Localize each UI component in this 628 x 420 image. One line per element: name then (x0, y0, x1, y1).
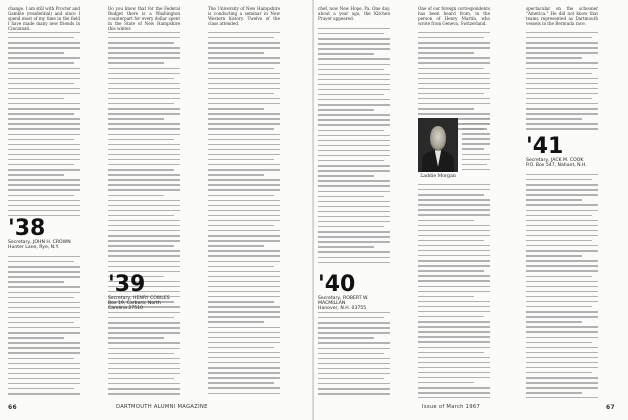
body-text (208, 32, 280, 398)
body-text (418, 184, 490, 398)
body-text (108, 32, 180, 311)
text-column-6 (526, 6, 598, 398)
body-text (526, 32, 598, 134)
body-text (318, 312, 390, 398)
photo-caption: Laddie Morgan (420, 174, 456, 179)
column-lead-text: chef, now New Hope, Pa. One day, about a year ago, the Kitchen Prayer appeared. (318, 6, 390, 22)
text-column-1 (8, 6, 80, 398)
text-column-4 (318, 6, 390, 398)
body-text (108, 312, 180, 398)
page-number: 66 (8, 404, 17, 411)
text-column-5 (418, 6, 490, 398)
magazine-footer: DARTMOUTH ALUMNI MAGAZINE (116, 404, 208, 410)
class-heading-38: '38 Secretary, JOHN H. CROWN Hunter Lane, Rye, N.Y. (8, 216, 71, 251)
body-text (526, 174, 598, 398)
class-heading-39: '39 Secretary, HENRY COWLES Box 19, Carboro, North Carolina 27510 (108, 272, 170, 312)
column-lead-text: Do you know that for the Federal Budget there is a Washington counterpart for every dollar spent in the State of New Hampshire this winter. (108, 6, 180, 32)
text-column-2 (108, 6, 180, 398)
column-lead-text: One of our foreign correspondents has been heard from, in the person of Henry Martin, who wrote from Geneva, Switzerland. (418, 6, 490, 27)
issue-footer: Issue of March 1967 (422, 404, 481, 410)
page-number: 67 (606, 404, 615, 411)
body-text (318, 28, 390, 267)
text-column-3 (208, 6, 280, 398)
column-lead-text: change. I am still with Procter and Gamble (residential) and since I spend most of my time in the field I have made many new friends in Cincinnati. (8, 6, 80, 32)
column-lead-text: The University of New Hampshire is conducting a seminar in New Western history. Twelve of the class attended. (208, 6, 280, 27)
body-text (8, 32, 80, 220)
right-page (314, 0, 628, 420)
class-heading-40: '40 Secretary, ROBERT W. MACMILLAN Hanover, N.H. 03755 (318, 272, 369, 312)
column-lead-text: spectacular on the schooner "America." He did not know that teams represented as Dartmouth vessels in the Bermuda race. (526, 6, 598, 27)
alumnus-portrait-photo (418, 118, 458, 172)
class-heading-41: '41 Secretary, JACK M. COOK P.O. Box 547, Nahant, N.H. (526, 134, 587, 169)
body-text (8, 256, 80, 398)
body-text (462, 118, 490, 174)
